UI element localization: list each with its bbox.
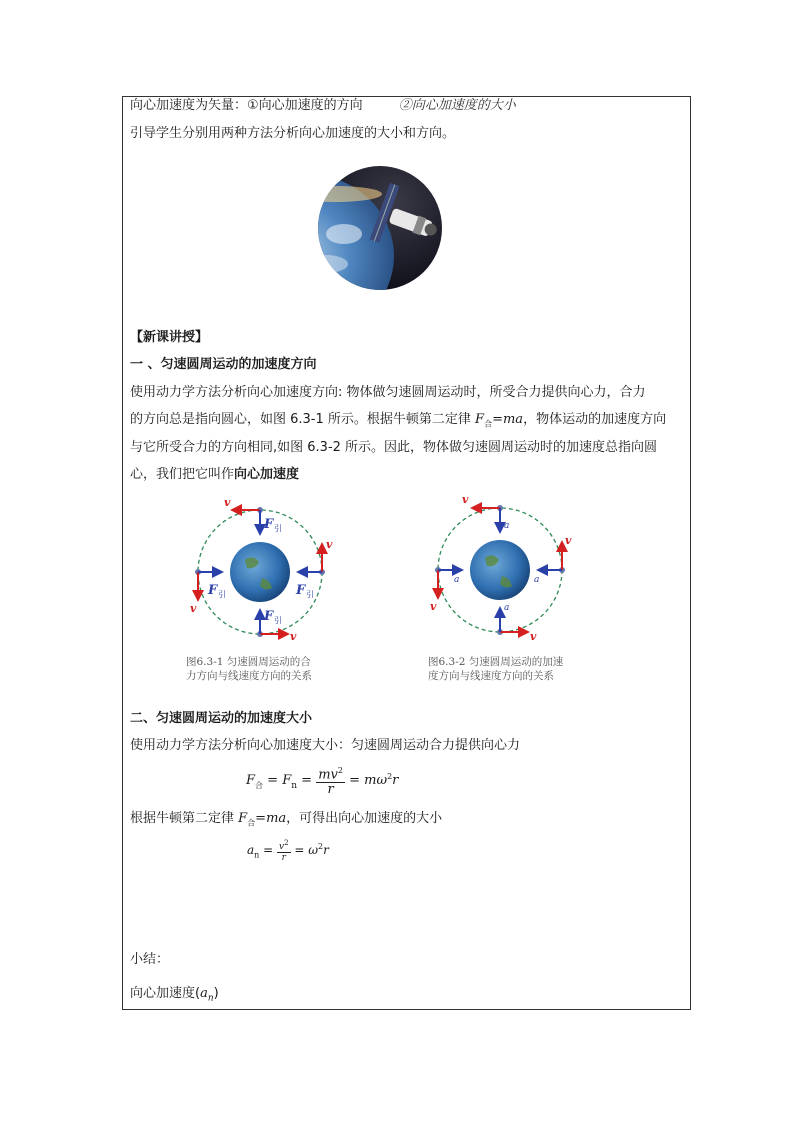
- section1-paragraph-line-2: [130, 412, 666, 433]
- section1-line4-text: 心，我们把它叫作: [130, 467, 235, 482]
- centripetal-acceleration-formula: $a_n$ = $\frac{v^2}{r}$ = $\omega^2r$: [247, 839, 329, 863]
- section2-line2-text-a: 根据牛顿第二定律: [130, 811, 239, 826]
- figure2-caption-line-1: 图6.3-2 匀速圆周运动的加速: [428, 656, 564, 668]
- summary-term-subscript: n: [207, 993, 214, 1004]
- acceleration-label: a: [534, 575, 540, 585]
- section1-heading: 一 、匀速圆周运动的加速度方向: [130, 357, 317, 372]
- intro-line-1: [130, 98, 516, 114]
- summary-term-close: ): [213, 986, 219, 1001]
- term-centripetal-acceleration: 向心加速度: [234, 467, 300, 482]
- force-label-subscript: 引: [218, 590, 226, 599]
- intro-magnitude-text: ②向心加速度的大小: [398, 98, 516, 113]
- section2-paragraph-line-1: 使用动力学方法分析向心加速度大小：匀速圆周运动合力提供向心力: [130, 738, 521, 753]
- earth-icon: [230, 542, 290, 602]
- force-label: F: [296, 583, 306, 598]
- newton-law-F: F: [238, 811, 248, 826]
- centripetal-force-formula: $F_合 = F_n$ = $\frac{mv^2}{r}$ = $m\omega^2r$: [246, 766, 399, 798]
- newton-law-rest: =ma: [255, 811, 287, 826]
- summary-label: 小结：: [130, 952, 170, 967]
- force-label: F: [208, 583, 218, 598]
- newton-law-F: F: [475, 412, 485, 427]
- force-label-subscript: 引: [306, 590, 314, 599]
- spacecraft-earth-image: [316, 164, 444, 292]
- acceleration-label: a: [454, 575, 460, 585]
- velocity-label: v: [565, 534, 572, 547]
- summary-term: [130, 986, 219, 1007]
- velocity-label: v: [190, 602, 197, 615]
- section-label: 【新课讲授】: [130, 330, 209, 345]
- velocity-label: v: [430, 600, 437, 613]
- acceleration-label: a: [504, 521, 510, 531]
- velocity-label: v: [462, 493, 469, 506]
- figure-6-3-1-diagram: [190, 494, 346, 642]
- section1-line2-text-a: 的方向总是指向圆心，如图 6.3-1 所示。根据牛顿第二定律: [130, 412, 476, 427]
- figure1-caption-line-2: 力方向与线速度方向的关系: [186, 670, 312, 682]
- figure1-caption-line-1: 图6.3-1 匀速圆周运动的合: [186, 656, 311, 668]
- figure-6-3-2-diagram: [424, 490, 580, 642]
- intro-line-2: 引导学生分别用两种方法分析向心加速度的大小和方向。: [130, 126, 456, 141]
- force-label-subscript: 引: [274, 616, 282, 625]
- force-label: F: [264, 517, 274, 532]
- force-label-subscript: 引: [274, 524, 282, 533]
- section2-heading: 二、匀速圆周运动的加速度大小: [130, 711, 313, 726]
- velocity-label: v: [290, 630, 297, 642]
- intro-direction-text: 向心加速度为矢量：①向心加速度的方向: [130, 98, 363, 113]
- velocity-label: v: [224, 496, 231, 509]
- section1-paragraph-line-3: 与它所受合力的方向相同,如图 6.3-2 所示。因此，物体做匀速圆周运动时的加速度总指向圆: [130, 440, 658, 455]
- newton-law-subscript: 合: [247, 818, 256, 828]
- velocity-label: v: [326, 538, 333, 551]
- summary-term-text: 向心加速度(: [130, 986, 201, 1001]
- acceleration-label: a: [504, 603, 510, 613]
- section1-paragraph-line-4: [130, 467, 299, 483]
- section1-line2-text-b: ，物体运动的加速度方向: [523, 412, 667, 427]
- section2-paragraph-line-2: [130, 811, 442, 832]
- summary-term-symbol: a: [200, 986, 208, 1001]
- newton-law-subscript: 合: [484, 419, 493, 429]
- velocity-label: v: [530, 630, 537, 642]
- earth-icon: [470, 540, 530, 600]
- section1-paragraph-line-1: 使用动力学方法分析向心加速度方向: 物体做匀速圆周运动时，所受合力提供向心力，合力: [130, 385, 646, 400]
- newton-law-rest: =ma: [492, 412, 524, 427]
- section2-line2-text-b: ，可得出向心加速度的大小: [286, 811, 443, 826]
- force-label: F: [264, 609, 274, 624]
- figure2-caption-line-2: 度方向与线速度方向的关系: [428, 670, 554, 682]
